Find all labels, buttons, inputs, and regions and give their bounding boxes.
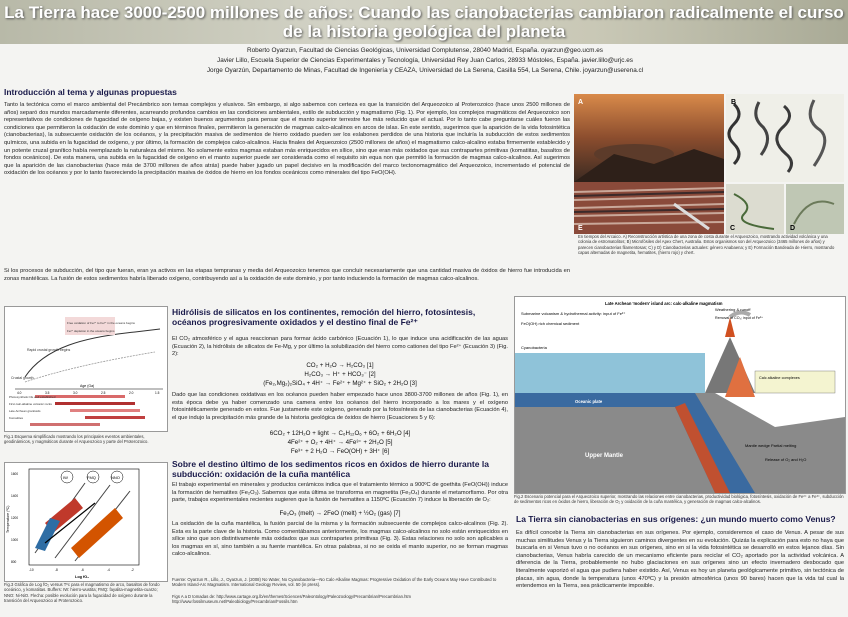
fig1-tick: 3.0 — [73, 391, 78, 395]
equation-4: 6CO₂ + 12H₂O + light → C₆H₁₂O₆ + 6O₂ + 6H₂O [4] — [269, 430, 411, 437]
fig1-tick: 2.5 — [101, 391, 106, 395]
fig2-diagram — [515, 297, 845, 493]
fig2-caption: Fig.2 Escenario potencial para el Arqueozoico superior, mostrando las relaciones entre cianobacterias, productividad biológica, fotosíntesis, oxidación de Fe²⁺ a Fe³⁺, subducción de sedimentos ricos en óxidos de hierro, liberación de O₂ y oxidación de la cuña mantélica, y generación de magmas calco-alcalinos. — [514, 494, 844, 505]
fig1-label: Komatiites — [9, 416, 24, 420]
fig1-tick: 2.0 — [129, 391, 134, 395]
fig2-label: Upper Mantle — [585, 453, 624, 459]
fig2-label: Calc alkaline complexes — [759, 376, 800, 380]
fig3-tick-y: 800 — [11, 560, 17, 564]
hidrolisis-paragraph-2: Dado que las condiciones oxidativas en los océanos pueden haber empezado hace unos 3800-3700 millones de años (Fig. 1), en esta época debe ya haber comenzado una camera entre los océanos del hierro incorporado a los mares y el oxígeno fotosintéticamente generado en estos. Fue justamente este oxígeno, generado por la fotosíntesis de las cianobacterias (Ecuación 4), el que indujo la precipitación más grande de la historia geológica de óxidos de hierro (Ecuaciones 5 y 6): — [172, 392, 508, 421]
fig1-caption: Fig.1 Esquema simplificado mostrando los principales eventos ambientales, geodinámicos, y magmáticos durante el Arqueozoico y parte del Proterozoico. — [4, 434, 149, 445]
fig1-axis-label: Age (Ga) — [80, 384, 95, 388]
fig3-buffer: IW — [63, 475, 68, 480]
poster-title: La Tierra hace 3000-2500 millones de años: Cuando las cianobacterias cambiaron radicalmente el curso de la historia geológica del planeta — [4, 3, 844, 41]
fig2-label: Mantle wedge Partial melting — [745, 443, 797, 448]
photo-collage — [574, 94, 844, 234]
equation-3: (Fe₂,Mg₂)₂SiO₄ + 4H⁺ → Fe²⁺ + Mg²⁺ + SiO₂ + 2H₂O [3] — [263, 380, 417, 387]
equation-7: Fe₂O₃ (melt) → 2FeO (melt) + ½O₂ (gas) [7] — [279, 510, 401, 517]
fig3-buffer: NNO — [111, 475, 120, 480]
destino-paragraph: El trabajo experimental en minerales y productos cerámicos indica que el tratamiento térmico a 900ºC de goethita (FeO(OH)) induce la formación de hematites (Fe₂O₃). Sabemos que esta última se transforma en magnetita (Fe₃O₄) durante el metamorfismo. Por otra parte, trabajos experimentales recientes sugieren que la fusión de hematites a 1150ºC (Ecuación 7) induce la liberación de O₂: — [172, 482, 508, 504]
fig1-tick: 4.0 — [17, 391, 22, 395]
fig1-label: First calc-alkaline volcanic rocks — [9, 402, 52, 406]
intro-paragraph-2: Si los procesos de subducción, del tipo que fueran, eran ya activos en las etapas tempranas y media del Arqueozoico tenemos que concluir necesariamente que una cantidad masiva de óxidos de hierro fue introducida en zonas mantélicas. La fusión de estos sedimentos habría liberado oxígeno, contribuyendo así a la oxidación de este dominio, y por tanto induciendo la formación de magmas calco-alcalinos. — [4, 268, 570, 282]
fig1-chart — [5, 307, 167, 431]
fig2-label: Late Archean 'modern' island arc: calc-alkaline magmatism — [605, 301, 723, 306]
photo-tag: B — [731, 99, 737, 106]
authors-block — [150, 46, 700, 76]
fig2-label: Cyanobacteria — [521, 345, 547, 350]
author-line: Roberto Oyarzun, Facultad de Ciencias Geológicas, Universidad Complutense, 28040 Madrid, España. oyarzun@geo.ucm.es — [246, 47, 604, 54]
destino-paragraph-2: La oxidación de la cuña mantélica, la fusión parcial de la misma y la formación subsecuente de complejos calco-alcalinos (Fig. 2). Esta es la parte clave de la historia. Como comentábamos anteriormente, los magmas calco-alcalinos no solo están enriquecidos en sílice sino que son distintivamente más oxidados que sus contrapartes primitivas (Fig. 3). Estas relaciones no solo son aplicables a los magmas en sí, sino también a su fuente mantélica. En otras palabras, si no se oxida el manto superior, no se forman magmas calco-alcalinos. — [172, 521, 508, 558]
photo-tag: E — [578, 225, 583, 232]
fig2-label: Submarine volcanism & hydrothermal activity: input of Fe²⁺ — [521, 311, 626, 316]
destino-heading: Sobre el destino último de los sedimentos ricos en óxidos de hierro durante la subducción: oxidación de la cuña mantélica — [172, 459, 489, 479]
equation-5: 4Fe²⁺ + O₂ + 4H⁺ → 4Fe³⁺ + 2H₂O [5] — [287, 439, 393, 446]
conclusion-heading: La Tierra sin cianobacterias en sus orígenes: ¿un mundo muerto como Venus? — [516, 514, 836, 524]
photos-caption: En tiempos del Arcaico. A) Reconstrucción artística de una zona de costa durante el Arqueozoico, mostrando actividad volcánica y una colonia de estromatolitos; B) Microfósiles del Apex Chert, Australia. Estos organismos son del Arqueozoico (3465 millones de años) y parecen cianobacterias filamentosas; C) y D) Cianobacterias actuales: género Anabaena; y E) Formación Bandeada de Hierro, mostrando capas alternadas de magnetita, hematites, (hierro rojo) y chert. — [578, 234, 835, 256]
hidrolisis-paragraph: El CO₂ atmosférico y el agua reaccionan para formar ácido carbónico (Ecuación 1), lo que induce una acidificación de las aguas (Ecuación 2), la hidrólisis de silicatos de Fe-Mg, y por último la solubilización del hierro como cationes del tipo Fe²⁺ (Ecuación 3) (Fig. 2): — [172, 336, 508, 358]
figure-1 — [4, 306, 168, 432]
fig3-tick-y: 1200 — [11, 516, 19, 520]
photo-tag: D — [790, 225, 796, 232]
photo-tag: C — [730, 225, 736, 232]
fig3-tick-x: -2 — [131, 568, 134, 572]
photo-tag: A — [578, 99, 584, 106]
fig3-tick-y: 1400 — [11, 494, 19, 498]
fig3-chart — [5, 463, 167, 581]
figure-2 — [514, 296, 846, 494]
fig1-label: Photosynthetic life well established — [9, 395, 56, 399]
fig3-tick-x: -10 — [29, 568, 34, 572]
intro-heading: Introducción al tema y algunas propuestas — [4, 87, 177, 97]
source-reference: Fuente: Oyarzun R., Lillo, J., Oyarzun, J. (2008) No Water, No Cyanobacteria—No Calc-Alkaline Magmas: Progressive Oxidation of the Early Oceans May Have Contributed to Modern Island-Arc Magmatism. International Geology Review, vol. 50 (in press). — [172, 577, 497, 588]
photo-collage-art — [574, 94, 844, 234]
fig3-caption: Fig.3 Gráfica de Log fO₂ versus Tºc para el magmatismo de arco, basaltos de fondo oceánico, y komatiitas. Buffers: IW: hierro-wustita; FMQ: fayalita-magnetita-cuarzo; NNO: Ni-NiO. Flecha: posible evolución para la fugacidad de oxígeno durante la transición del Arqueozoico al Proterozoico. — [4, 582, 160, 604]
fig3-buffer: FMQ — [87, 475, 96, 480]
fig3-tick-x: -6 — [81, 568, 84, 572]
fig1-label: Free oxidation of Fe²⁺ to Fe³⁺ in the oceans begins — [67, 321, 135, 325]
conclusion-paragraph: Es difícil concebir la Tierra sin cianobacterias en sus orígenes. Por ejemplo, consideremos el caso de Venus. A pesar de sus muchas similitudes Venus y la Tierra siguieron caminos divergentes en su evolución. Quizás la explicación para esto no haya que buscarla en si Venus tuvo o no océanos en sus orígenes, sino en si la vida fotosintética se desarrolló en estos lejanos días. Sin cianobacterias, Venus habría carecido de un mecanismo eficiente para reciclar el CO₂ aportado por la actividad volcánica. A diferencia de la Tierra, probablemente no hubo glaciaciones en sus orígenes sino un efecto invernadero desbocado que literalmente vaporizó el agua que pudiera haber existido. Así, Venus es hoy un planeta geológicamente primitivo, sin tectónica de placas, sin agua, donde la temperatura (unos 470ºC) y la presión atmosférica (unos 90 bares) hacen que la vida tal cual la entendemos en la Tierra, sea prácticamente imposible. — [516, 530, 844, 590]
fig3-tick-x: -4 — [107, 568, 110, 572]
fig3-tick-y: 1600 — [11, 472, 19, 476]
title-banner — [0, 0, 848, 44]
intro-paragraph: Tanto la tectónica como el marco ambiental del Precámbrico son temas complejos y elusivos. Sin embargo, si algo sabemos con certeza es que la transición del Arqueozoico al Proterozoico (hace unos 2500 millones de años) separó dos mundos marcadamente diferentes, acarreando profundos cambios en las condiciones ambientales, estilo de subducción y magmatismo (Fig. 1). Por ejemplo, los complejos magmáticos del Arqueozoico son representativos de condiciones de fugacidad de oxígeno bajas, y existen buenos argumentos para pensar que el manto superior terrestre fue más reducido que el actual. Por lo tanto cabe preguntarse cuáles fueron las condiciones que permitieron la oxidación de este dominio y que en términos finales, permitieron la generación de magmas calco-alcalinos en arcos de islas. En este sentido, sugerimos que la aparición de la vida fotosintética (cianobacterias), la subsecuente oxidación de los océanos, y la precipitación masiva de sedimentos de hierro oxidado pueden ser los eslabones perdidos de una historia que incluiría la subducción de estos sedimentos químicos, una subida en la fugacidad de oxígeno, y por último, la formación de complejos calco-alcalinos. Hacia finales del Arqueozoico (2500 millones de años) el magmatismo calco-alcalino estaba firmemente establecido y un potente cruzal granítico había reemplazado la naturaleza del mismo. No solamente estos magmas estaban más enriquecidos en sílice, sino que eran más oxidados que sus contrapartes primitivas (komatiitas, basaltos de fondos oceánicos). De esta manera, una subida en la fugacidad de oxígeno en el manto superior puede ser considerada como el requisito sin equa non que permitió la formación de magmas calco-alcalinos. Así sugerimos que la aparición de las cianobacterias (hace más de 3700 millones de años atrás) puede haber jugado un papel decisivo en la modificación del marco tectonomagmático del Arqueozoico, incrementado el potencial de oxidación de los océanos y por lo tanto favoreciendo la precipitación masiva de óxidos de hierro en los fondos oceánicos como minerales del tipo FeO(OH). — [4, 102, 570, 177]
fig2-label: Release of O₂ and H₂O — [765, 457, 807, 462]
fig1-label: Late Archean granitoids — [9, 409, 41, 413]
fig1-label: Rapid crustal growth begins — [27, 348, 71, 352]
fig3-xlabel: Log fO₂ — [75, 575, 89, 579]
author-line: Jorge Oyarzún, Departamento de Minas, Facultad de Ingeniería y CEAZA, Universidad de La Serena, Casilla 554, La Serena, Chile. joyarzun@userena.cl — [206, 67, 644, 74]
fig2-label: FeO(OH) rich chemical sediment — [521, 321, 580, 326]
fig1-tick: 1.5 — [155, 391, 160, 395]
fig1-label: Crustal growth — [11, 376, 34, 380]
hidrolisis-heading: Hidrólisis de silicatos en los continentes, remoción del hierro, fotosíntesis, océanos progresivamente oxidados y el destino final de Fe²⁺ — [172, 307, 476, 327]
equation-2: H₂CO₃ → H⁺ + HCO₃⁻ [2] — [304, 371, 376, 378]
author-line: Javier Lillo, Escuela Superior de Ciencias Experimentales y Tecnología, Universidad Rey Juan Carlos, 28933 Móstoles, España. javier.lillo@urjc.es — [217, 57, 633, 64]
fig1-tick: 3.5 — [45, 391, 50, 395]
figure-sources: Figs A a D tomadas de: http://www.cartage.org.lb/en/themes/Sciences/Paleontology/Paleozoology/Precambrian/Precambrian.htm http://www.fossilmuseum.net/Paleobiology/Precambrian/Fossils.htm — [172, 594, 412, 605]
fig2-label: Oceanic plate — [575, 399, 603, 404]
fig1-label: Fe²⁺ depletion in the oceans begins — [67, 329, 115, 333]
fig3-ylabel: Temperature (ºC) — [6, 505, 10, 533]
fig3-tick-y: 1000 — [11, 538, 19, 542]
figure-3 — [4, 462, 168, 582]
equation-1: CO₂ + H₂O → H₂CO₃ [1] — [306, 362, 374, 369]
equation-6: Fe³⁺ + 2 H₂O → FeO(OH) + 3H⁺ [6] — [290, 448, 390, 455]
fig3-tick-x: -8 — [55, 568, 58, 572]
fig2-label: Weathering & runoff — [715, 307, 751, 312]
fig2-label: Removal of CO₂; input of Fe²⁺ — [715, 316, 764, 320]
